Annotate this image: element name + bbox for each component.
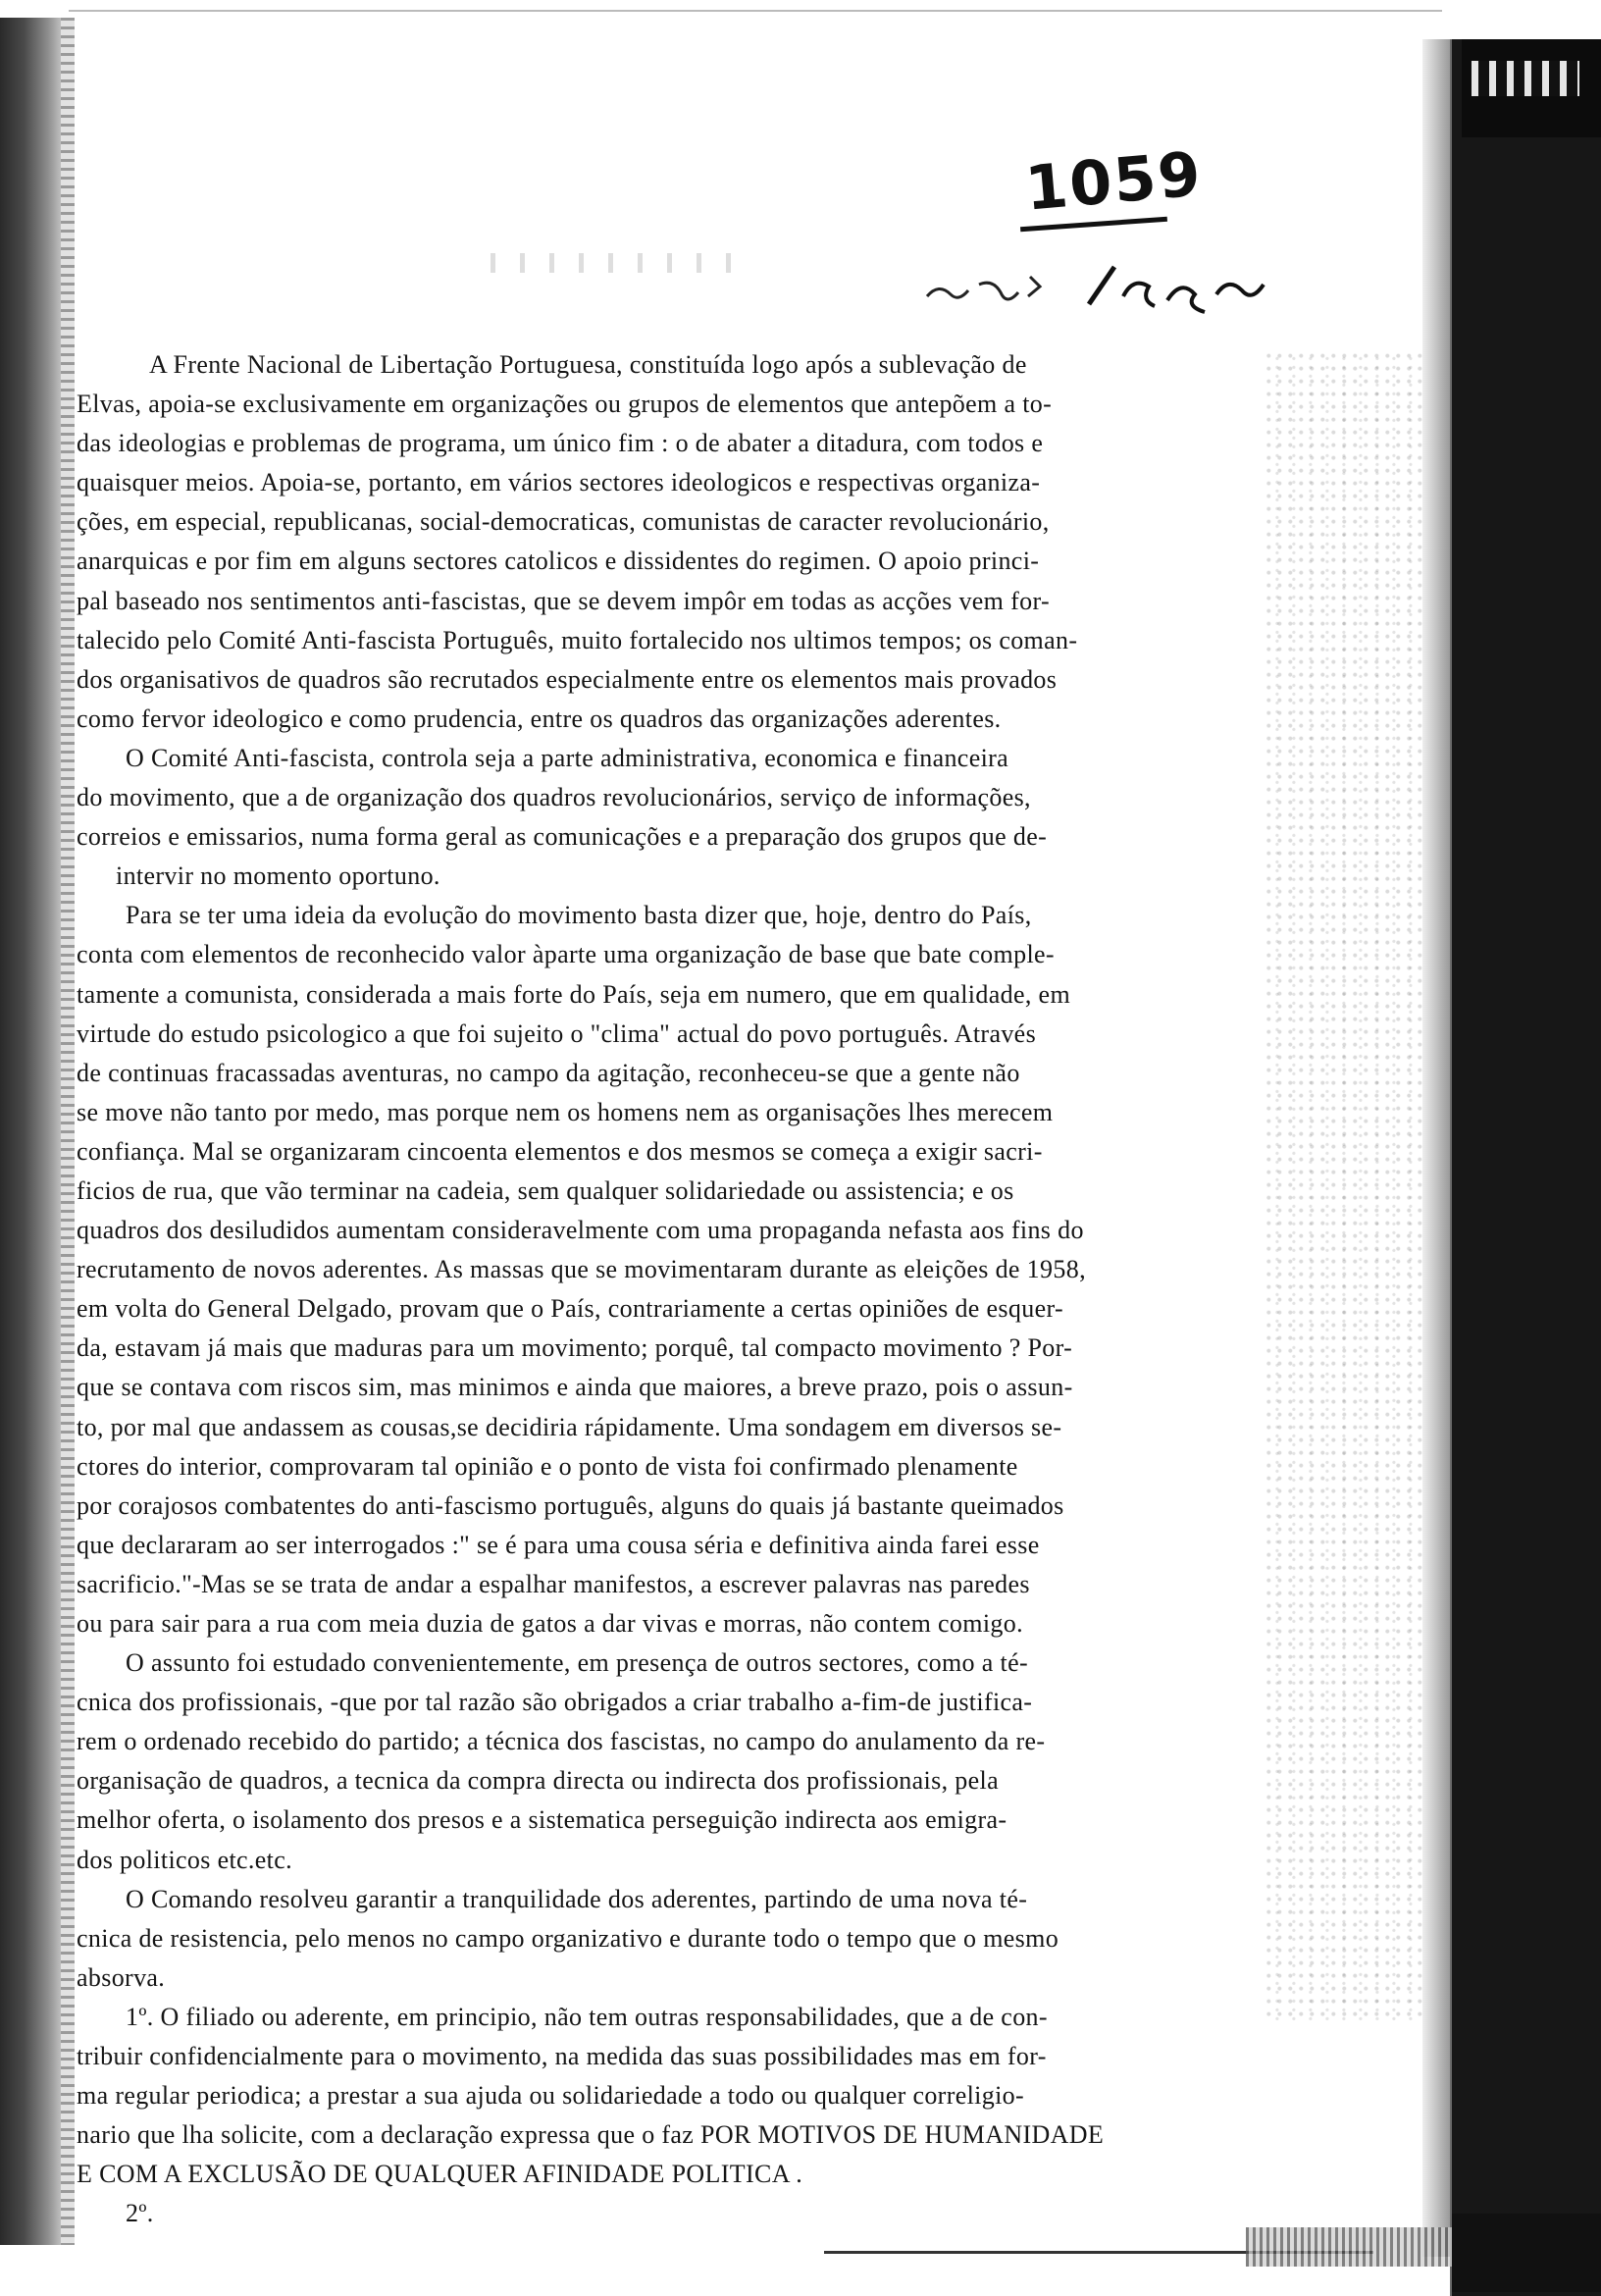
right-scan-border <box>1452 39 1601 2296</box>
text-line: nario que lha solicite, com a declaração expressa que o faz POR MOTIVOS DE HUMANIDADE <box>77 2120 1105 2150</box>
text-line: O assunto foi estudado convenientemente, em presença de outros sectores, como a té- <box>126 1648 1028 1678</box>
text-line: tribuir confidencialmente para o movimento, na medida das suas possibilidades mas em for- <box>77 2042 1047 2071</box>
text-line: em volta do General Delgado, provam que o País, contrariamente a certas opiniões de esquer- <box>77 1294 1063 1324</box>
text-line: se move não tanto por medo, mas porque nem os homens nem as organisações lhes merecem <box>77 1097 1054 1126</box>
text-line: ou para sair para a rua com meia duzia de gatos a dar vivas e morras, não contem comigo. <box>77 1609 1023 1638</box>
bottom-corner <box>1452 2214 1601 2292</box>
text-line: quaisquer meios. Apoia-se, portanto, em vários sectores ideologicos e respectivas organiza- <box>77 468 1041 497</box>
text-line: melhor oferta, o isolamento dos presos e a sistematica perseguição indirecta aos emigra- <box>77 1805 1007 1835</box>
text-line: ficios de rua, que vão terminar na cadeia, sem qualquer solidariedade ou assistencia; e os <box>77 1175 1014 1205</box>
document-body <box>77 345 1411 2234</box>
text-line: dos organisativos de quadros são recrutados especialmente entre os elementos mais provados <box>77 664 1058 694</box>
text-line: absorva. <box>77 1962 166 1992</box>
text-line: Elvas, apoia-se exclusivamente em organizações ou grupos de elementos que antepõem a to- <box>77 390 1053 419</box>
text-line: recrutamento de novos aderentes. As massas que se movimentaram durante as eleições de 1958, <box>77 1255 1086 1284</box>
text-line: anarquicas e por fim em alguns sectores catolicos e dissidentes do regimen. O apoio princi- <box>77 547 1040 576</box>
text-line: correios e emissarios, numa forma geral as comunicações e a preparação dos grupos que de- <box>77 822 1048 852</box>
text-line: A Frente Nacional de Libertação Portuguesa, constituída logo após a sublevação de <box>149 350 1027 379</box>
text-line: O Comité Anti-fascista, controla seja a parte administrativa, economica e financeira <box>126 743 1009 772</box>
binding-texture <box>61 18 75 2245</box>
text-line: quadros dos desiludidos aumentam consideravelmente com uma propaganda nefasta aos fins do <box>77 1216 1084 1245</box>
text-line: cnica dos profissionais, -que por tal razão são obrigados a criar trabalho a-fim-de justifica- <box>77 1688 1033 1717</box>
handwritten-annotation <box>922 257 1334 345</box>
text-line: Para se ter uma ideia da evolução do movimento basta dizer que, hoje, dentro do País, <box>126 901 1032 930</box>
text-line: 2º. <box>126 2199 154 2228</box>
page-number: 1059 <box>1022 137 1206 225</box>
text-line: que declararam ao ser interrogados :" se é para uma cousa séria e definitiva ainda farei esse <box>77 1530 1040 1559</box>
text-line: dos politicos etc.etc. <box>77 1845 292 1874</box>
text-line: conta com elementos de reconhecido valor àparte uma organização de base que bate comple- <box>77 940 1055 969</box>
faint-header-residue <box>491 253 746 273</box>
text-line: ctores do interior, comprovaram tal opinião e o ponto de vista foi confirmado plenamente <box>77 1451 1018 1481</box>
binding-edge <box>0 18 69 2245</box>
corner-fragment-mark <box>1472 61 1579 96</box>
text-line: das ideologias e problemas de programa, um único fim : o de abater a ditadura, com todos e <box>77 429 1044 458</box>
text-line: da, estavam já mais que maduras para um movimento; porquê, tal compacto movimento ? Por- <box>77 1333 1073 1363</box>
text-line: intervir no momento oportuno. <box>116 861 440 891</box>
text-line: E COM A EXCLUSÃO DE QUALQUER AFINIDADE POLITICA . <box>77 2160 803 2189</box>
text-line: que se contava com riscos sim, mas minimos e ainda que maiores, a breve prazo, pois o assun- <box>77 1373 1073 1402</box>
right-shadow <box>1422 39 1452 2257</box>
text-line: ções, em especial, republicanas, social-democraticas, comunistas de caracter revolucionário, <box>77 507 1050 537</box>
text-line: virtude do estudo psicologico a que foi sujeito o "clima" actual do povo português. Através <box>77 1018 1037 1048</box>
text-line: organisação de quadros, a tecnica da compra directa ou indirecta dos profissionais, pela <box>77 1766 999 1796</box>
text-line: rem o ordenado recebido do partido; a técnica dos fascistas, no campo do anulamento da re- <box>77 1727 1046 1756</box>
text-line: confiança. Mal se organizaram cincoenta elementos e dos mesmos se começa a exigir sacri- <box>77 1136 1043 1166</box>
text-line: pal baseado nos sentimentos anti-fascistas, que se devem impôr em todas as acções vem for- <box>77 586 1050 615</box>
text-line: como fervor ideologico e como prudencia, entre os quadros das organizações aderentes. <box>77 704 1002 733</box>
text-line: por corajosos combatentes do anti-fascismo português, alguns do quais já bastante queimados <box>77 1490 1064 1520</box>
page-top-rule <box>69 10 1442 12</box>
text-line: de continuas fracassadas aventuras, no campo da agitação, reconheceu-se que a gente não <box>77 1058 1020 1087</box>
text-line: do movimento, que a de organização dos quadros revolucionários, serviço de informações, <box>77 783 1031 812</box>
text-line: cnica de resistencia, pelo menos no campo organizativo e durante todo o tempo que o mesmo <box>77 1923 1059 1953</box>
text-line: talecido pelo Comité Anti-fascista Português, muito fortalecido nos ultimos tempos; os coman- <box>77 625 1078 654</box>
text-line: to, por mal que andassem as cousas,se decidiria rápidamente. Uma sondagem em diversos se- <box>77 1412 1062 1441</box>
text-line: O Comando resolveu garantir a tranquilidade dos aderentes, partindo de uma nova té- <box>126 1884 1028 1913</box>
text-line: 1º. O filiado ou aderente, em principio, não tem outras responsabilidades, que a de con- <box>126 2002 1048 2031</box>
text-line: ma regular periodica; a prestar a sua ajuda ou solidariedade a todo ou qualquer correligio- <box>77 2081 1025 2111</box>
text-line: tamente a comunista, considerada a mais forte do País, seja em numero, que em qualidade, em <box>77 979 1071 1009</box>
text-line: sacrificio."-Mas se se trata de andar a espalhar manifestos, a escrever palavras nas paredes <box>77 1569 1030 1598</box>
